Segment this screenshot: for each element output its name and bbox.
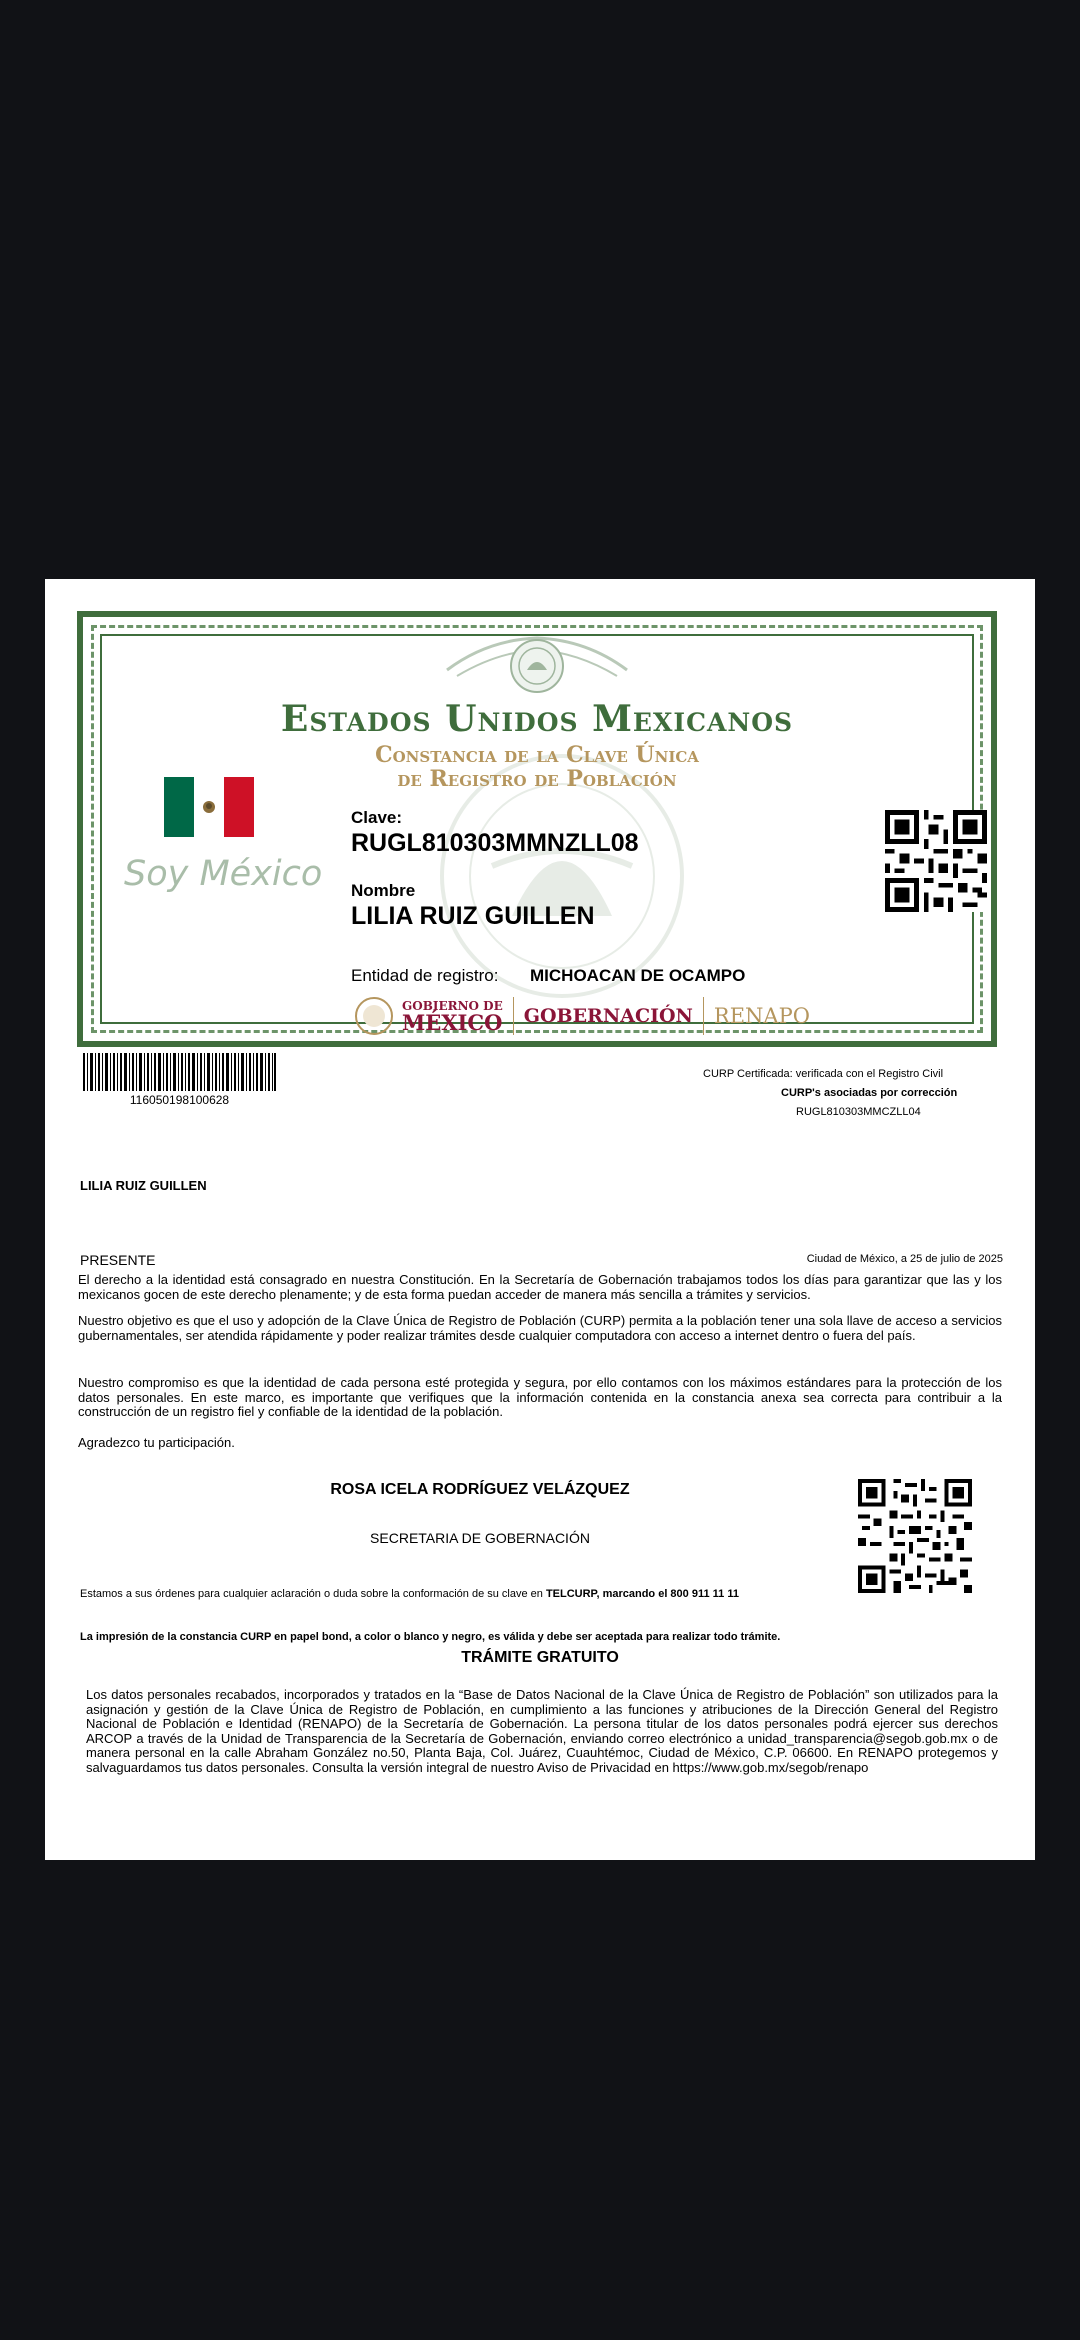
letter-recipient: LILIA RUIZ GUILLEN: [80, 1178, 207, 1193]
privacy-notice: Los datos personales recabados, incorporados y tratados en la “Base de Datos Nacional de la Clave Única de Registro de Población” son utilizados para la asignación y gestión de la Clave Única de Registro de Población, en cumplimiento a las funciones y atribuciones de la Dirección General del Registro Nacional de Población e Identidad (RENAPO) de la Secretaría de Gobernación. La persona titular de los datos personales podrá ejercer sus derechos ARCOP a través de la Unidad de Transparencia de la Secretaría de Gobernación, enviando correo electrónico a unidad_transparencia@segob.gob.mx o de manera personal en la calle Abraham González no.50, Planta Baja, Col. Juárez, Cuauhtémoc, Ciudad de México, C.P. 06600. En RENAPO protegemos y salvaguardamos tus datos personales. Consulta la versión integral de nuestro Aviso de Privacidad en https://www.gob.mx/segob/renapo: [86, 1687, 998, 1775]
gobierno-seal-icon: [354, 996, 394, 1036]
letter-place-date: Ciudad de México, a 25 de julio de 2025: [806, 1253, 1003, 1265]
certificate-inner-frame: [100, 634, 974, 1035]
signer-title: SECRETARIA DE GOBERNACIÓN: [370, 1530, 590, 1546]
certificate-title: Estados Unidos Mexicanos: [280, 698, 794, 740]
curp-certified-status: CURP Certificada: verificada con el Registro Civil: [703, 1068, 944, 1080]
logo-separator: [513, 997, 514, 1035]
government-logos: [354, 996, 810, 1036]
entidad-label: Entidad de registro:: [351, 966, 499, 985]
qr-code-icon: [885, 810, 987, 912]
certificate-border: [91, 625, 983, 1033]
curp-associated-value: RUGL810303MMCZLL04: [796, 1106, 921, 1118]
logo-gobernacion: GOBERNACIÓN: [523, 1004, 693, 1027]
curp-certificate: [77, 611, 997, 1047]
barcode-number: 116050198100628: [129, 1093, 230, 1107]
logo-gobierno-line1: GOBIERNO DE: [402, 998, 503, 1013]
soy-mexico-slogan: Soy México: [124, 854, 323, 894]
logo-gobierno-line2: MÉXICO: [402, 1009, 503, 1035]
telcurp-notice: [80, 1588, 739, 1600]
clave-value: RUGL810303MMNZLL08: [351, 829, 639, 857]
tramite-gratuito: TRÁMITE GRATUITO: [461, 1649, 619, 1666]
logo-separator: [703, 997, 704, 1035]
telcurp-phone: TELCURP, marcando el 800 911 11 11: [545, 1588, 739, 1600]
curp-associated-title: CURP's asociadas por corrección: [781, 1087, 958, 1099]
signature-qr-code-icon: [858, 1479, 972, 1593]
letter-presente: PRESENTE: [80, 1252, 156, 1268]
certificate-subtitle-line1: Constancia de la Clave Única: [375, 742, 699, 768]
nombre-value: LILIA RUIZ GUILLEN: [351, 902, 595, 930]
certificate-subtitle-line2: de Registro de Población: [397, 766, 677, 792]
telcurp-text: Estamos a sus órdenes para cualquier aclaración o duda sobre la conformación de su clave en: [80, 1588, 546, 1600]
letter-paragraph-3: Nuestro compromiso es que la identidad de cada persona esté protegida y segura, por ello contamos con los máximos estándares para la protección de los datos personales. En este marco, es importante que verifiques que la información contenida en la constancia anexa sea correcta para contribuir a la construcción de un registro fiel y confiable de la identidad de la población.: [78, 1375, 1002, 1419]
letter-paragraph-1: El derecho a la identidad está consagrado en nuestra Constitución. En la Secretaría de Gobernación trabajamos todos los días para garantizar que las y los mexicanos gocen de este derecho plenamente; y de esta forma puedan acceder de manera más sencilla a trámites y servicios.: [78, 1272, 1002, 1302]
print-validity-notice: La impresión de la constancia CURP en papel bond, a color o blanco y negro, es válida y debe ser aceptada para realizar todo trámite.: [80, 1631, 781, 1643]
barcode-icon: [83, 1053, 276, 1091]
nombre-label: Nombre: [351, 881, 416, 900]
signer-name: ROSA ICELA RODRÍGUEZ VELÁZQUEZ: [330, 1481, 630, 1498]
clave-label: Clave:: [351, 808, 403, 827]
document-page: [45, 579, 1035, 1860]
entidad-value: MICHOACAN DE OCAMPO: [530, 966, 746, 985]
mexico-flag-icon: [164, 777, 254, 837]
letter-thanks: Agradezco tu participación.: [78, 1435, 235, 1450]
national-seal-icon: [437, 630, 637, 700]
logo-renapo: RENAPO: [713, 1004, 810, 1028]
letter-paragraph-2: Nuestro objetivo es que el uso y adopción de la Clave Única de Registro de Población (CURP) permita a la población tener una sola llave de acceso a servicios gubernamentales, ser atendida rápidamente y poder realizar trámites desde cualquier computadora con acceso a internet dentro o fuera del país.: [78, 1313, 1002, 1343]
